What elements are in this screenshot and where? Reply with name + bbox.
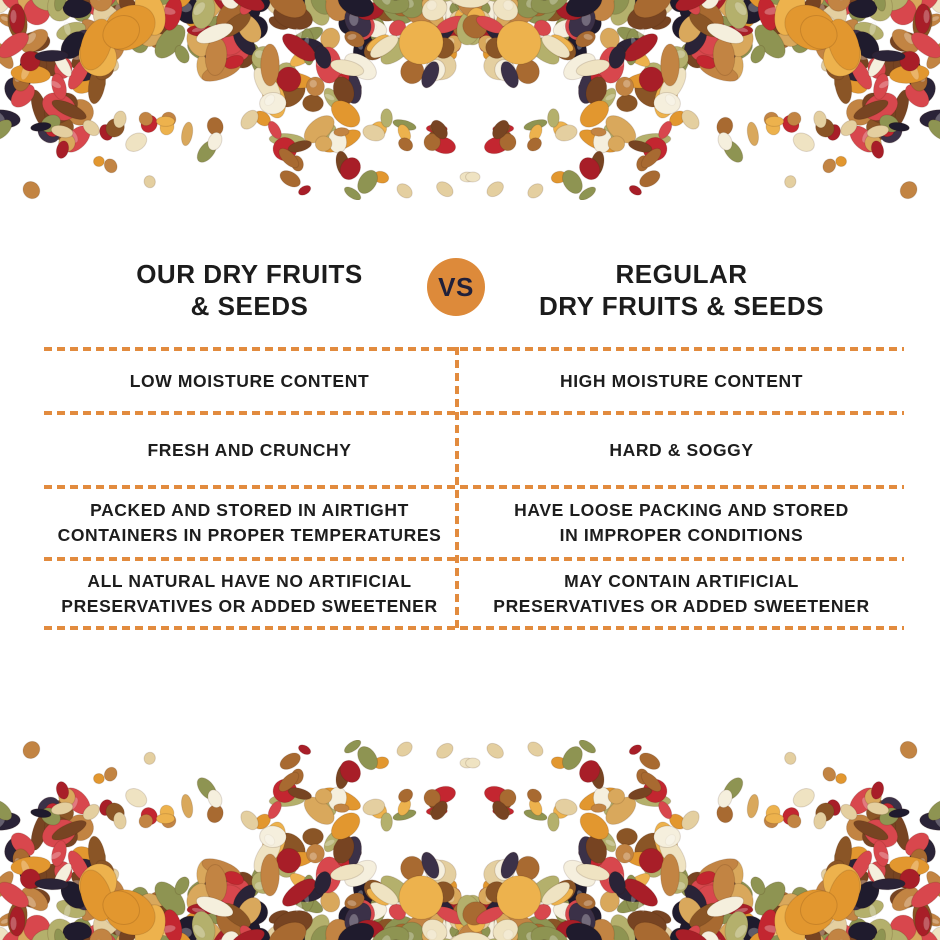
comparison-cell-regular-moisture: HIGH MOISTURE CONTENT [559,370,803,391]
comparison-cell-regular-additives: MAY CONTAIN ARTIFICIAL PRESERVATIVES OR ADDED SWEETENER [493,570,870,616]
comparison-headers [44,256,904,340]
bottom-fruit-photo-strip [0,740,940,940]
right-header-line-2: DRY FRUITS & SEEDS [539,291,824,321]
comparison-cell-ours-texture: FRESH AND CRUNCHY [147,439,352,460]
comparison-cell-ours-moisture: LOW MOISTURE CONTENT [129,370,370,391]
right-header-line-1: REGULAR [615,259,748,289]
comparison-cell-ours-additives: ALL NATURAL HAVE NO ARTIFICIAL PRESERVATIVES OR ADDED SWEETENER [61,570,438,616]
top-fruit-photo-strip [0,0,940,200]
comparison-cell-regular-texture: HARD & SOGGY [609,439,754,460]
left-header-line-2: & SEEDS [190,291,309,321]
dashed-divider-horizontal [44,626,904,630]
left-column-header [44,258,455,322]
right-column-header [459,258,904,322]
comparison-cell-regular-packing: HAVE LOOSE PACKING AND STORED IN IMPROPER CONDITIONS [514,500,849,545]
vs-badge: VS [427,258,485,316]
comparison-cell-ours-packing: PACKED AND STORED IN AIRTIGHT CONTAINERS IN PROPER TEMPERATURES [57,500,442,545]
left-header-line-1: OUR DRY FRUITS [136,259,363,289]
comparison-table [44,347,904,630]
